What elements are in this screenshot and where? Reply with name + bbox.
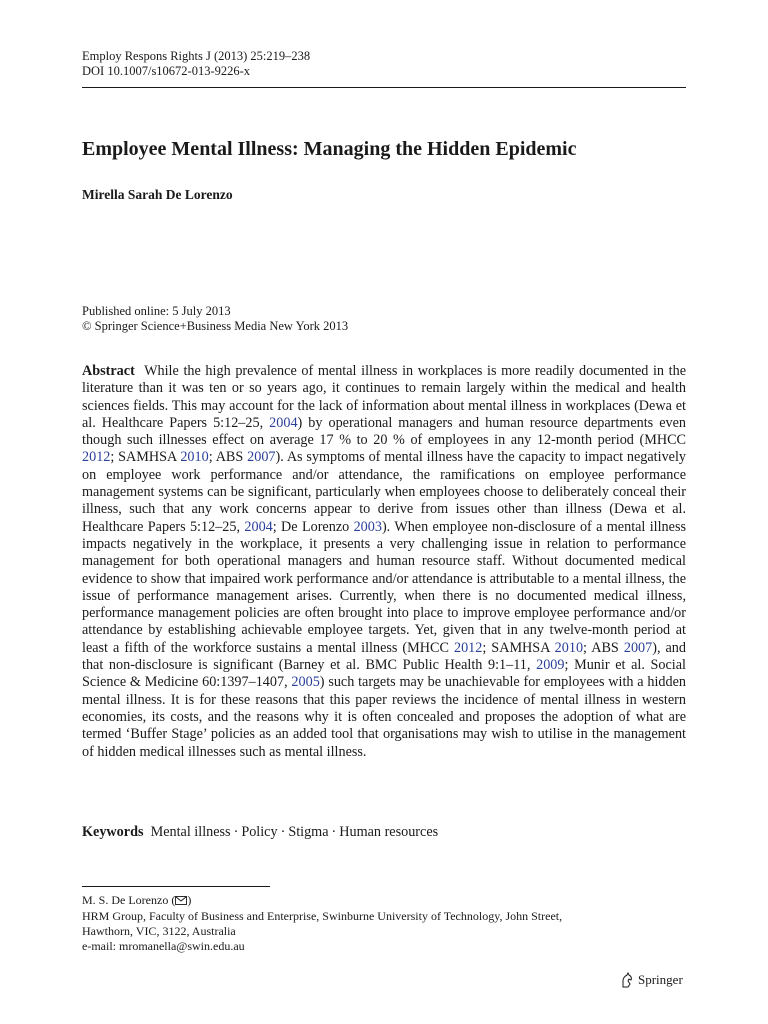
citation-link[interactable]: 2012: [82, 449, 111, 466]
author-name: Mirella Sarah De Lorenzo: [82, 187, 233, 202]
copyright: © Springer Science+Business Media New York 2013: [82, 319, 349, 333]
abstract-text: ). When employee non-disclosure of a mental illness impacts negatively in the workplace, it presents a very challenging issue in relation to performance management for both operational managers and human resource staff. Without documented medical evidence to show that impaired work performance and/or attendance is attributable to a mental illness, the issue of performance management arises. Currently, when there is no documented medical illness, performance management policies are often brought into place to improve employee performance and/or attendance by establishing achievable employee targets. Yet, given that in any twelve-month period at least a fifth of the workforce sustains a mental illness (MHCC: [82, 518, 686, 656]
footnote-rule: [82, 886, 270, 887]
citation-link[interactable]: 2010: [180, 449, 209, 466]
abstract: [82, 363, 686, 761]
abstract-text: ; De Lorenzo: [272, 518, 354, 535]
citation-link[interactable]: 2012: [453, 639, 483, 656]
footnote-email[interactable]: e-mail: mromanella@swin.edu.au: [82, 939, 245, 953]
abstract-text: ) such targets may be unachievable for employees with a hidden mental illness. It is for these reasons that this paper reviews the incidence of mental illness in western economies, its costs, and the reasons why it is often concealed and proposes the adoption of what are termed ‘Buffer Stage’ policies as an added tool that organisations may wish to utilise in the management of hidden medical illnesses such as mental illness.: [82, 674, 687, 760]
keyword: Stigma: [288, 824, 329, 840]
journal-header: [82, 49, 310, 79]
abstract-text: ). As symptoms of mental illness have the capacity to impact negatively on employee work performance and/or attendance, the ramifications on employee performance management systems can be significant, particularly when employees choose to deliberately conceal their illness, such that any work concerns appear to derive from issues other than illness (Dewa et al. Healthcare Papers 5:12–25,: [82, 449, 686, 535]
keyword-separator: ·: [331, 824, 337, 840]
keyword-separator: ·: [233, 824, 239, 840]
footnote-author: M. S. De Lorenzo (: [82, 893, 176, 907]
keywords: [82, 824, 438, 841]
published-online: Published online: 5 July 2013: [82, 304, 231, 318]
abstract-label: Abstract: [82, 363, 135, 379]
citation-link[interactable]: 2007: [247, 449, 276, 466]
abstract-text: ; ABS: [208, 449, 248, 466]
citation-link[interactable]: 2003: [353, 518, 382, 535]
abstract-text: ; SAMHSA: [110, 449, 181, 466]
keyword: Mental illness: [150, 824, 231, 840]
keyword-list: [151, 824, 439, 840]
publisher-name: Springer: [638, 972, 683, 987]
footnote-address: Hawthorn, VIC, 3122, Australia: [82, 924, 236, 938]
citation-link[interactable]: 2004: [244, 518, 273, 535]
abstract-text: ; Munir et al. Social Science & Medicine 60:1397–1407,: [82, 657, 686, 691]
envelope-icon[interactable]: [175, 894, 187, 909]
abstract-gap: [135, 363, 144, 379]
keywords-label: Keywords: [82, 824, 144, 840]
keyword: Human resources: [339, 824, 439, 840]
article-title: Employee Mental Illness: Managing the Hidden Epidemic: [82, 138, 577, 160]
citation-link[interactable]: 2007: [623, 639, 653, 656]
abstract-text: ; ABS: [583, 639, 624, 656]
citation-link[interactable]: 2004: [269, 414, 298, 431]
keyword-separator: ·: [280, 824, 286, 840]
publication-info: [82, 304, 348, 334]
author-footnote: [82, 893, 562, 954]
header-rule: [82, 87, 686, 88]
keyword: Policy: [241, 824, 278, 840]
abstract-text: ; SAMHSA: [482, 639, 555, 656]
abstract-text: ) by operational managers and human resource departments even though such illnesses effect on average 17 % to 20 % of employees in any 12-month period (MHCC: [82, 414, 686, 449]
abstract-body: [82, 363, 686, 760]
footnote-name: [82, 893, 562, 909]
springer-horse-icon: [620, 972, 634, 988]
citation-link[interactable]: 2010: [554, 639, 584, 656]
doi[interactable]: DOI 10.1007/s10672-013-9226-x: [82, 64, 251, 78]
journal-citation: Employ Respons Rights J (2013) 25:219–238: [82, 49, 311, 63]
citation-link[interactable]: 2005: [291, 674, 320, 691]
abstract-text: While the high prevalence of mental illness in workplaces is more readily documented in the literature than it was ten or so years ago, it continues to remain largely within the medical and health sciences fields. This may account for the lack of information about mental illness in workplaces (Dewa et al. Healthcare Papers 5:12–25,: [82, 363, 687, 431]
footnote-affiliation: HRM Group, Faculty of Business and Enterprise, Swinburne University of Technology, John Street,: [82, 909, 563, 923]
publisher-mark: [620, 972, 683, 988]
abstract-text: ), and that non-disclosure is significant (Barney et al. BMC Public Health 9:1–11,: [82, 639, 686, 674]
footnote-close: ): [187, 893, 192, 907]
citation-link[interactable]: 2009: [536, 657, 565, 674]
